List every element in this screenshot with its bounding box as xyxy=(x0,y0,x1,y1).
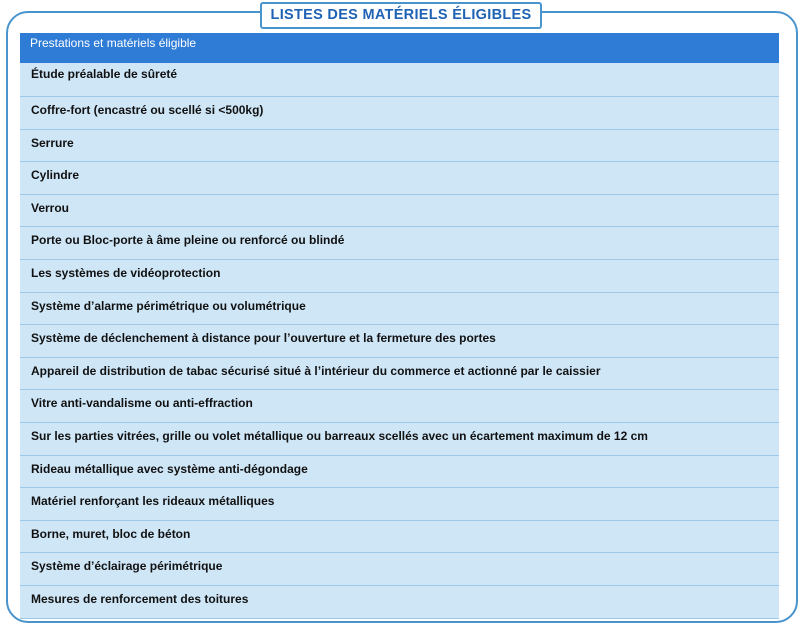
table-body xyxy=(20,63,779,619)
table-row: Cylindre xyxy=(20,162,779,195)
table-row: Système de déclenchement à distance pour l’ouverture et la fermeture des portes xyxy=(20,325,779,358)
table-row: Système d’alarme périmétrique ou volumétrique xyxy=(20,293,779,326)
table-row: Serrure xyxy=(20,130,779,163)
table-row: Vitre anti-vandalisme ou anti-effraction xyxy=(20,390,779,423)
table-row: Les systèmes de vidéoprotection xyxy=(20,260,779,293)
table-row: Rideau métallique avec système anti-dégondage xyxy=(20,456,779,489)
table-row: Coffre-fort (encastré ou scellé si <500kg) xyxy=(20,97,779,130)
table-row: Borne, muret, bloc de béton xyxy=(20,521,779,554)
table-row: Porte ou Bloc-porte à âme pleine ou renforcé ou blindé xyxy=(20,227,779,260)
table-row: Verrou xyxy=(20,195,779,228)
table-row: Mesures de renforcement des toitures xyxy=(20,586,779,619)
table-row: Matériel renforçant les rideaux métalliques xyxy=(20,488,779,521)
eligible-equipment-table xyxy=(20,33,779,619)
table-header: Prestations et matériels éligible xyxy=(20,33,779,63)
frame-title: LISTES DES MATÉRIELS ÉLIGIBLES xyxy=(260,2,542,29)
table-row: Étude préalable de sûreté xyxy=(20,63,779,97)
table-row: Sur les parties vitrées, grille ou volet métallique ou barreaux scellés avec un écartement maximum de 12 cm xyxy=(20,423,779,456)
table-row: Système d’éclairage périmétrique xyxy=(20,553,779,586)
table-row: Appareil de distribution de tabac sécurisé situé à l’intérieur du commerce et actionné par le caissier xyxy=(20,358,779,391)
